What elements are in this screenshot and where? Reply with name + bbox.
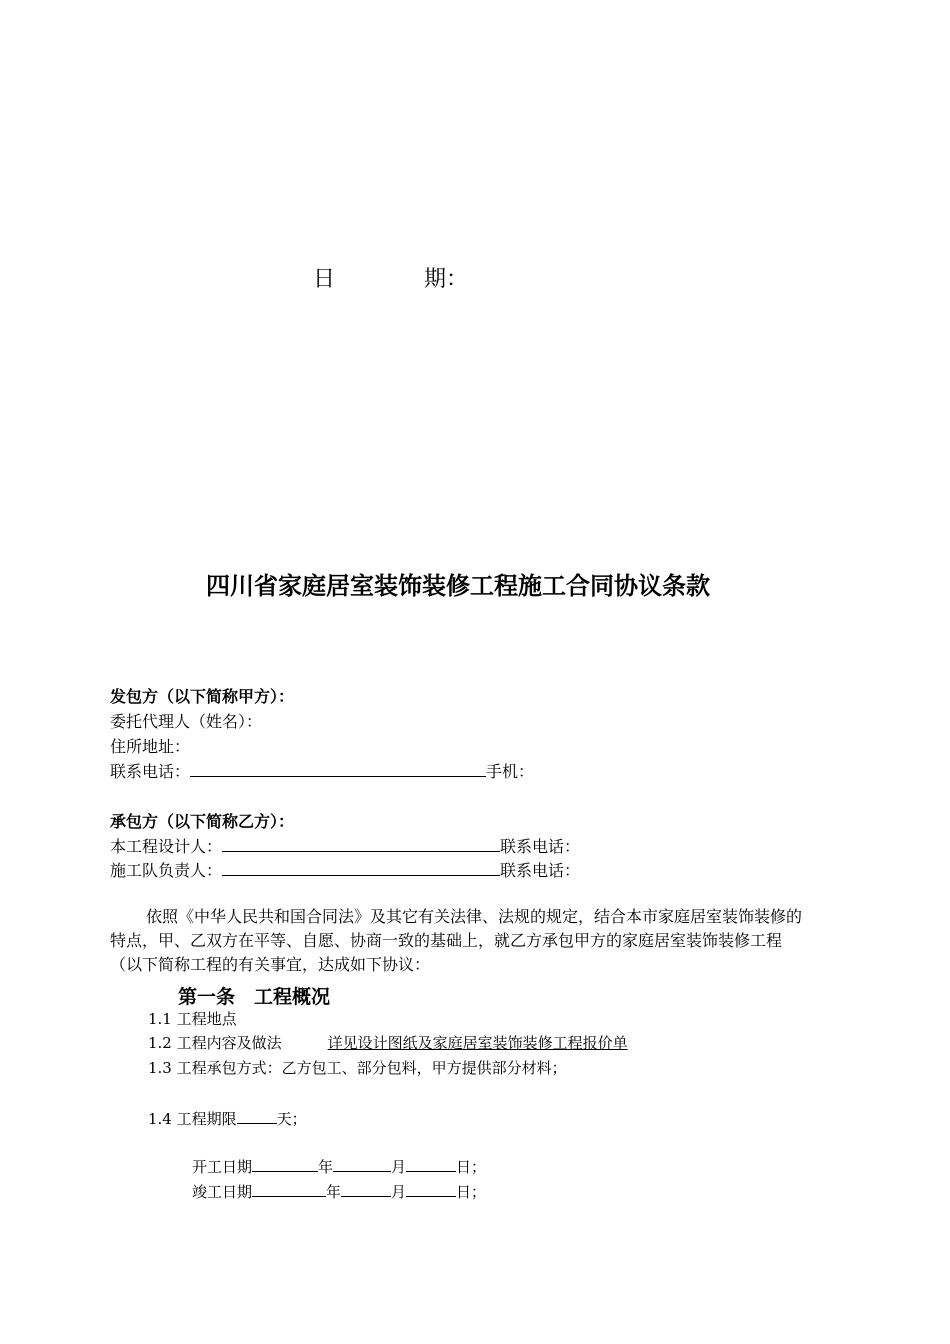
party-a-phone-row [110, 759, 534, 782]
start-year-blank[interactable] [252, 1155, 318, 1172]
start-date-label: 开工日期 [192, 1158, 253, 1176]
party-a-agent: 委托代理人（姓名）： [110, 712, 263, 731]
item-1-1: 1.1 工程地点 [148, 1010, 237, 1028]
item-1-4-unit: 天； [276, 1110, 307, 1128]
designer-phone-label: 联系电话： [500, 837, 581, 856]
end-year-label: 年 [326, 1183, 342, 1201]
leader-phone-label: 联系电话： [500, 861, 581, 880]
document-title: 四川省家庭居室装饰装修工程施工合同协议条款 [206, 571, 710, 600]
end-month-blank[interactable] [341, 1180, 391, 1197]
article-1-heading: 第一条 工程概况 [178, 986, 331, 1008]
party-a-address: 住所地址： [110, 737, 191, 756]
item-1-2-row [148, 1032, 628, 1053]
date-label-char2: 期： [424, 267, 469, 292]
start-day-label: 日； [456, 1158, 487, 1176]
intro-paragraph: 依照《中华人民共和国合同法》及其它有关法律、法规的规定，结合本市家庭居室装饰装修的特点，甲、乙双方在平等、自愿、协商一致的基础上，就乙方承包甲方的家庭居室装饰装修工程（以下简称工程的有关事宜，达成如下协议： [110, 907, 803, 974]
start-month-blank[interactable] [333, 1155, 391, 1172]
start-day-blank[interactable] [406, 1155, 456, 1172]
leader-blank[interactable] [222, 859, 500, 876]
item-1-2-value: 详见设计图纸及家庭居室装饰装修工程报价单 [327, 1034, 628, 1052]
item-1-4-label: 1.4 工程期限 [148, 1110, 237, 1128]
start-date-row [192, 1155, 486, 1177]
end-date-row [192, 1180, 486, 1202]
end-year-blank[interactable] [252, 1180, 326, 1197]
item-1-3: 1.3 工程承包方式：乙方包工、部分包料，甲方提供部分材料； [148, 1059, 567, 1077]
start-year-label: 年 [318, 1158, 334, 1176]
item-1-2-label: 1.2 工程内容及做法 [148, 1034, 282, 1052]
party-b-designer-row [110, 834, 580, 857]
designer-label: 本工程设计人： [110, 837, 223, 856]
party-a-mobile-label: 手机： [486, 762, 535, 781]
end-date-label: 竣工日期 [192, 1183, 253, 1201]
date-label-char1: 日 [313, 267, 336, 292]
designer-blank[interactable] [222, 835, 500, 852]
duration-days-blank[interactable] [237, 1107, 277, 1124]
leader-label: 施工队负责人： [110, 861, 223, 880]
party-a-heading: 发包方（以下简称甲方）： [110, 687, 295, 706]
party-b-heading: 承包方（以下简称乙方）： [110, 812, 295, 831]
party-b-leader-row [110, 858, 580, 881]
end-day-label: 日； [456, 1183, 487, 1201]
party-a-phone-label: 联系电话： [110, 762, 191, 781]
end-day-blank[interactable] [406, 1180, 456, 1197]
end-month-label: 月 [391, 1183, 407, 1201]
item-1-4-row [148, 1107, 307, 1129]
start-month-label: 月 [391, 1158, 407, 1176]
party-a-phone-blank[interactable] [190, 760, 486, 777]
